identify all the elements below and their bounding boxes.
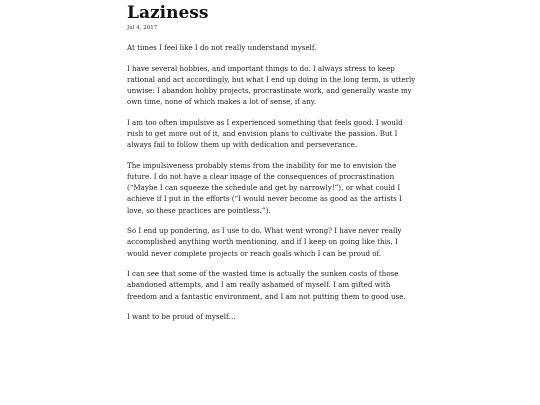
post-paragraph: The impulsiveness probably stems from the inability for me to envision the future. I do not have a clear image of the consequences of procrastination (“Maybe I can squeeze the schedule and get by narrowly!”), or what could I achieve if I put in the efforts (“I would never become as good as the artists I love, so these practices are pointless.”).: [127, 160, 402, 215]
post-paragraph: I can see that some of the wasted time is actually the sunken costs of those abandoned attempts, and I am really ashamed of myself. I am gifted with freedom and a fantastic environment, and I am not putting them to good use.: [127, 269, 406, 301]
post-title: Laziness: [127, 3, 209, 23]
post-paragraph: I am too often impulsive as I experienced something that feels good. I would rush to get more out of it, and envision plans to cultivate the passion. But I always fail to follow them up with dedication and perseverance.: [127, 117, 403, 150]
post-paragraph: So I end up pondering, as I use to do. What went wrong? I have never really accomplished anything worth mentioning, and if I keep on going like this, I would never complete projects or reach goals which I can be proud of.: [127, 226, 402, 258]
post-date: Jul 4, 2017: [127, 25, 158, 31]
post-paragraph: I have several hobbies, and important things to do. I always stress to keep rational and act accordingly, but what I end up doing in the long term, is utterly unwise: I abandon hobby projects, procrastinate work, and generally waste my own time, none of which makes a lot of sense, if any.: [127, 63, 416, 107]
post-paragraph: I want to be proud of myself…: [127, 312, 236, 322]
post-paragraph: At times I feel like I do not really understand myself.: [127, 43, 317, 52]
blog-post: [127, 3, 417, 332]
post-body: [127, 42, 417, 322]
